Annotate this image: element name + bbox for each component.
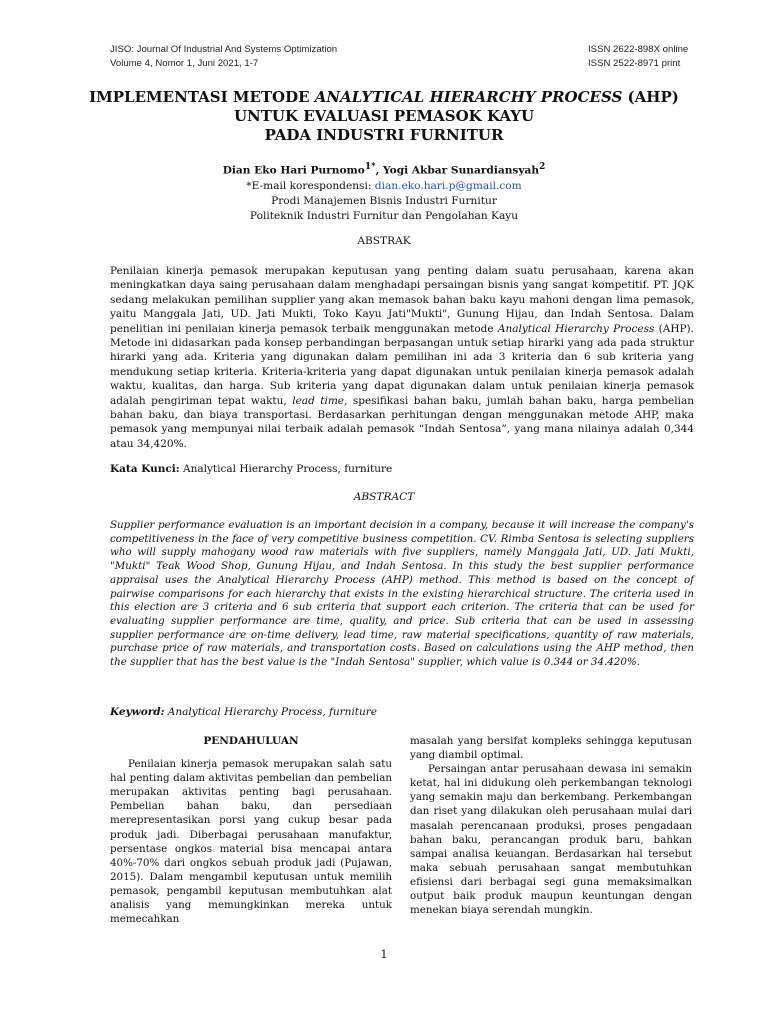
body-column-right	[410, 734, 692, 917]
author-block	[0, 160, 768, 224]
journal-name: JISO: Journal Of Industrial And Systems Optimization	[110, 44, 338, 55]
issn-print: ISSN 2522-8971 print	[588, 58, 681, 69]
affiliation-dept: Prodi Manajemen Bisnis Industri Furnitur	[271, 194, 497, 207]
section-heading-pendahuluan: PENDAHULUAN	[203, 735, 299, 747]
body-column-left	[110, 734, 392, 926]
abstrak-text: Penilaian kinerja pemasok merupakan keputusan yang penting dalam suatu perusahaan, karena akan meningkatkan daya saing perusahaan dalam menghadapi persaingan bisnis yang sangat kompetitif. PT. JQK sedang melakukan pemilihan supplier yang akan memasok bahan baku kayu mahoni dengan lima pemasok, yaitu Manggala Jati, UD. Jati Mukti, Toko Kayu Jati"Mukti", Gunung Hijau, dan Indah Sentosa. Dalam penelitian ini penilaian kinerja pemasok terbaik menggunakan metode Analytical Hierarchy Process (AHP). Metode ini didasarkan pada konsep perbandingan berpasangan untuk setiap hirarki yang ada pada struktur hirarki yang ada. Kriteria yang digunakan dalam pemilihan ini ada 3 kriteria dan 6 sub kriteria yang mendukung setiap kriteria. Kriteria-kriteria yang dapat digunakan untuk penilaian kinerja pemasok adalah waktu, kualitas, dan harga. Sub kriteria yang dapat digunakan dalam untuk penilaian kinerja pemasok adalah pengiriman tepat waktu, lead time, spesifikasi bahan baku, jumlah bahan baku, harga pembelian bahan baku, dan biaya transportasi. Berdasarkan perhitungan dengan menggunakan metode AHP, maka pemasok yang mempunyai nilai terbaik adalah pemasok “Indah Sentosa”, yang mana nilainya adalah 0,344 atau 34,420%.	[110, 265, 694, 450]
running-header-right	[588, 43, 688, 71]
affiliation-institution: Politeknik Industri Furnitur dan Pengolahan Kayu	[249, 209, 519, 222]
running-header-left	[110, 43, 337, 71]
issn-online: ISSN 2622-898X online	[588, 44, 689, 55]
intro-paragraph-1: Penilaian kinerja pemasok merupakan salah satu hal penting dalam aktivitas pembelian dan pembelian merupakan aktivitas penting bagi perusahaan. Pembelian bahan baku, dan persediaan merepresentasikan porsi yang cukup besar pada produk jadi. Diberbagai perusahaan manufaktur, persentase ongkos material bisa mencapai antara 40%-70% dari ongkos sebuah produk jadi (Pujawan, 2015). Dalam mengambil keputusan untuk memilih pemasok, pengambil keputusan membutuhkan alat analisis yang memungkinkan mereka untuk memecahkan	[110, 758, 392, 926]
keywords-en: Keyword: Analytical Hierarchy Process, furniture	[110, 706, 378, 718]
author-names: Dian Eko Hari Purnomo$^{1*}$, Yogi Akbar Sunardiansyah$^2$	[222, 162, 546, 177]
intro-paragraph-continued: masalah yang bersifat kompleks sehingga keputusan yang diambil optimal.	[410, 735, 692, 762]
abstract-text: Supplier performance evaluation is an important decision in a company, because it will increase the company's competitiveness in the face of very competitive business competition. CV. Rimba Sentosa is selecting suppliers who will supply mahogany wood raw materials with five suppliers, namely Manggala Jati, UD. Jati Mukti, "Mukti" Teak Wood Shop, Gunung Hijau, and Indah Sentosa. In this study the best supplier performance appraisal uses the Analytical Hierarchy Process (AHP) method. This method is based on the concept of pairwise comparisons for each hierarchy that exists in the existing hierarchical structure. The criteria used in this election are 3 criteria and 6 sub criteria that support each criterion. The criteria that can be used for evaluating supplier performance are time, quality, and price. Sub criteria that can be used in assessing supplier performance are on-time delivery, lead time, raw material specifications, quantity of raw materials, purchase price of raw materials, and transportation costs. Based on calculations using the AHP method, then the supplier that has the best value is the "Indah Sentosa" supplier, which value is 0.344 or 34.420%.	[110, 519, 694, 669]
page-number: 1	[380, 948, 388, 961]
corresponding-email: *E-mail korespondensi: dian.eko.hari.p@gmail.com	[246, 179, 522, 192]
email-link[interactable]: dian.eko.hari.p@gmail.com	[374, 179, 522, 192]
abstrak-heading: ABSTRAK	[357, 235, 411, 247]
title-line-3: PADA INDUSTRI FURNITUR	[264, 126, 504, 144]
abstract-heading: ABSTRACT	[353, 491, 415, 503]
intro-paragraph-2: Persaingan antar perusahaan dewasa ini semakin ketat, hal ini didukung oleh perkembangan teknologi yang semakin maju dan berkembang. Perkembangan dan riset yang dilakukan oleh perusahaan mulai dari masalah perencanaan produksi, proses pengadaan bahan baku, perancangan produk baru, bahkan sampai analisa keuangan. Berdasarkan hal tersebut maka sebuah perusahaan sangat membutuhkan efisiensi dari berbagai segi guna memaksimalkan output baik produk maupun keuntungan dengan menekan biaya serendah mungkin.	[410, 763, 692, 917]
journal-volume: Volume 4, Nomor 1, Juni 2021, 1-7	[110, 58, 259, 69]
title-line-2: UNTUK EVALUASI PEMASOK KAYU	[233, 107, 535, 125]
title-line-1: IMPLEMENTASI METODE ANALYTICAL HIERARCHY PROCESS (AHP)	[89, 88, 679, 106]
paper-title	[0, 88, 768, 145]
kata-kunci: Kata Kunci: Analytical Hierarchy Process, furniture	[110, 463, 393, 475]
